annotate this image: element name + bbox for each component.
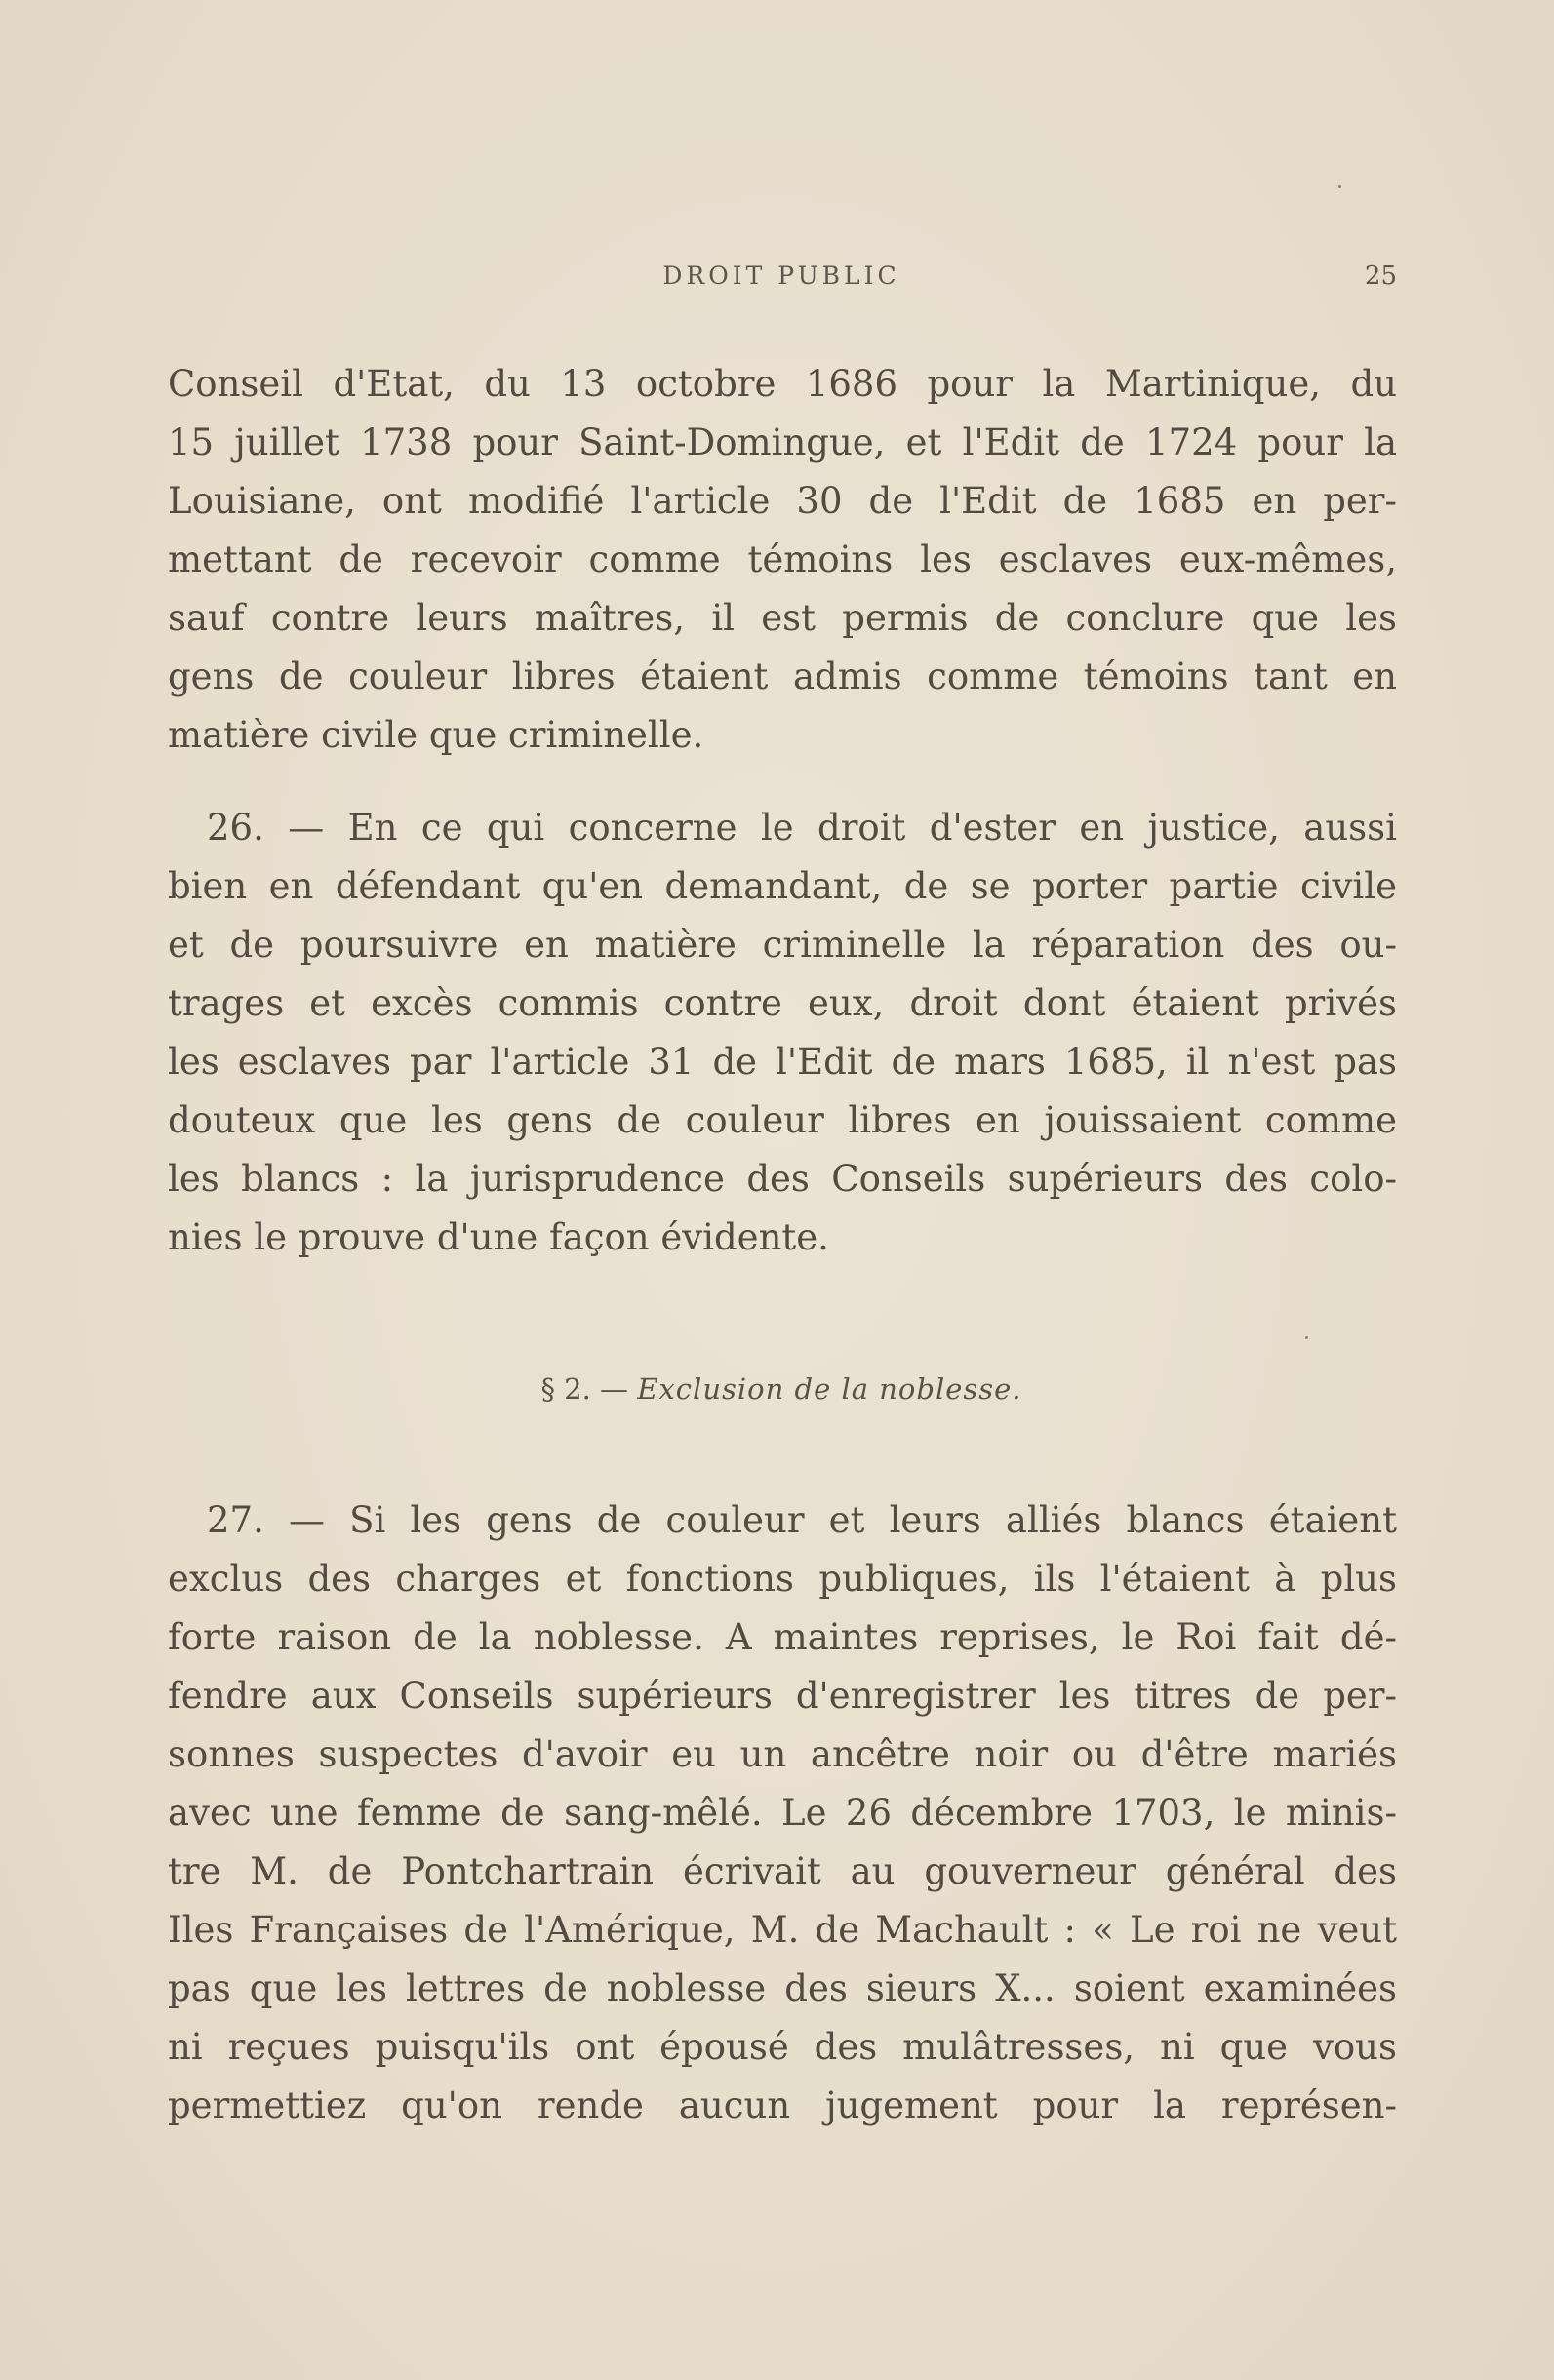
paper-speck — [1305, 1336, 1308, 1339]
section-title: Exclusion de la noblesse. — [637, 1372, 1022, 1406]
text-line: Iles Françaises de l'Amérique, M. de Machault : « Le roi ne veut — [168, 1909, 1397, 1951]
text-line: matière civile que criminelle. — [168, 714, 704, 756]
text-line: permettiez qu'on rende aucun jugement pour la représen- — [168, 2084, 1397, 2126]
text-line: sauf contre leurs maîtres, il est permis de conclure que les — [168, 597, 1397, 639]
text-line: 27. — Si les gens de couleur et leurs alliés blancs étaient — [207, 1499, 1397, 1541]
running-head: DROIT PUBLIC — [662, 261, 900, 290]
text-line: nies le prouve d'une façon évidente. — [168, 1216, 829, 1258]
text-line: trages et excès commis contre eux, droit dont étaient privés — [168, 982, 1397, 1024]
text-line: forte raison de la noblesse. A maintes reprises, le Roi fait dé- — [168, 1616, 1397, 1658]
text-line: les esclaves par l'article 31 de l'Edit de mars 1685, il n'est pas — [168, 1041, 1397, 1083]
text-line: mettant de recevoir comme témoins les esclaves eux-mêmes, — [168, 538, 1397, 580]
section-number: § 2. — — [540, 1372, 629, 1406]
text-line: douteux que les gens de couleur libres en jouissaient comme — [168, 1099, 1397, 1141]
text-line: pas que les lettres de noblesse des sieurs X... soient examinées — [168, 1967, 1397, 2009]
text-line: bien en défendant qu'en demandant, de se porter partie civile — [168, 865, 1397, 907]
text-line: tre M. de Pontchartrain écrivait au gouverneur général des — [168, 1850, 1397, 1892]
text-line: exclus des charges et fonctions publiques, ils l'étaient à plus — [168, 1558, 1397, 1600]
text-line: 15 juillet 1738 pour Saint-Domingue, et l'Edit de 1724 pour la — [168, 421, 1397, 463]
text-line: et de poursuivre en matière criminelle la réparation des ou- — [168, 924, 1397, 966]
page-header — [166, 261, 1397, 300]
text-line: 26. — En ce qui concerne le droit d'ester en justice, aussi — [207, 807, 1397, 849]
text-line: les blancs : la jurisprudence des Conseils supérieurs des colo- — [168, 1158, 1397, 1200]
text-line: fendre aux Conseils supérieurs d'enregistrer les titres de per- — [168, 1675, 1397, 1717]
page-number: 25 — [1364, 261, 1397, 291]
section-heading — [166, 1372, 1397, 1406]
text-line: ni reçues puisqu'ils ont épousé des mulâtresses, ni que vous — [168, 2026, 1397, 2068]
paper-speck — [1338, 185, 1341, 188]
text-line: avec une femme de sang-mêlé. Le 26 décembre 1703, le minis- — [168, 1792, 1397, 1834]
text-line: Conseil d'Etat, du 13 octobre 1686 pour la Martinique, du — [168, 363, 1397, 405]
text-line: Louisiane, ont modifié l'article 30 de l'Edit de 1685 en per- — [168, 480, 1397, 522]
text-line: gens de couleur libres étaient admis comme témoins tant en — [168, 655, 1397, 697]
text-line: sonnes suspectes d'avoir eu un ancêtre noir ou d'être mariés — [168, 1733, 1397, 1775]
